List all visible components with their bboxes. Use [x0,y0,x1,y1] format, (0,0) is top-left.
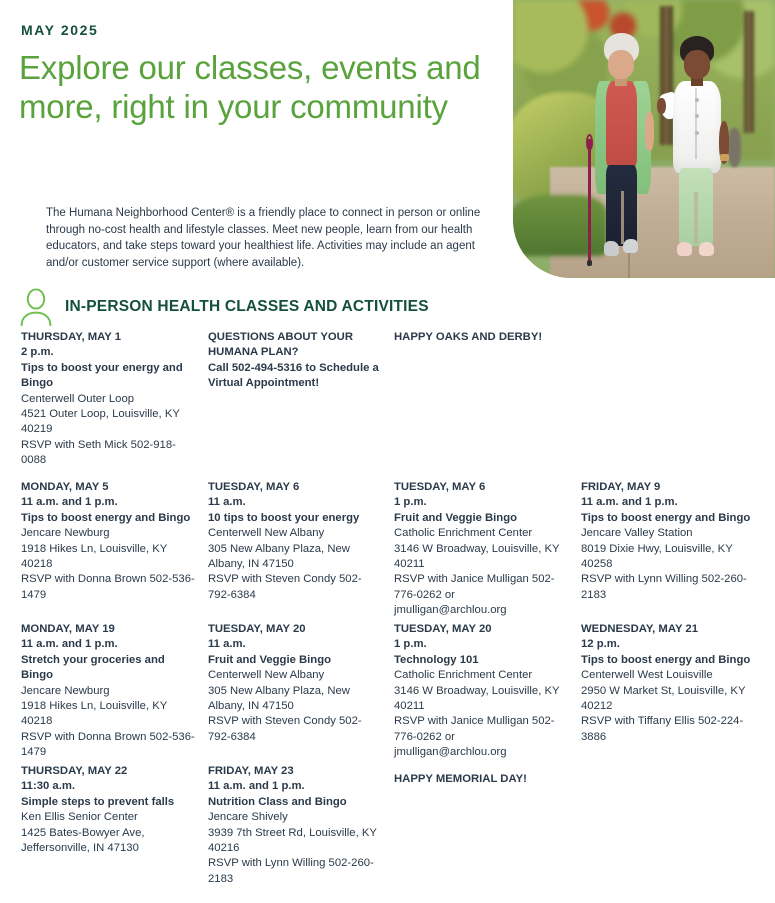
event-time: 1 p.m. [394,496,427,509]
event-card [208,480,382,603]
plan-question-note [208,330,382,392]
event-time: 11:30 a.m. [21,780,76,793]
shirt-button [695,98,699,102]
face [684,50,710,78]
note-heading: HAPPY OAKS AND DERBY! [394,331,543,343]
event-card [21,764,195,856]
cane-tip [587,260,593,266]
shoe [699,242,714,256]
event-card [581,622,755,745]
event-venue: Jencare Shively [208,811,288,824]
event-rsvp: RSVP with Steven Condy 502-792-6384 [208,573,362,601]
events-row [21,330,765,480]
event-venue: Catholic Enrichment Center [394,669,533,682]
hand [657,98,666,115]
event-address: 2950 W Market St, Louisville, KY 40212 [581,684,746,713]
section-title: IN-PERSON HEALTH CLASSES AND ACTIVITIES [65,298,429,315]
holiday-note [394,772,568,787]
event-address: 3146 W Broadway, Louisville, KY 40211 [394,542,560,571]
event-date: FRIDAY, MAY 9 [581,481,661,493]
event-venue: Catholic Enrichment Center [394,527,533,540]
event-venue: Jencare Newburg [21,527,110,540]
event-time: 11 a.m. [208,638,246,651]
person-in-white-shirt [657,36,738,272]
event-date: TUESDAY, MAY 6 [394,481,486,493]
event-title: Stretch your groceries and Bingo [21,653,165,682]
shoe [623,239,638,253]
month-kicker: MAY 2025 [21,22,99,38]
event-rsvp: RSVP with Janice Mulligan 502-776-0262 or jmulligan@archlou.org [394,715,555,759]
face [608,50,634,79]
event-address: 8019 Dixie Hwy, Louisville, KY 40258 [581,542,733,571]
event-rsvp: RSVP with Tiffany Ellis 502-224-3886 [581,715,744,743]
event-rsvp: RSVP with Seth Mick 502-918-0088 [21,438,176,467]
event-rsvp: RSVP with Steven Condy 502-792-6384 [208,715,362,743]
event-title: Tips to boost energy and Bingo [581,653,751,666]
event-date: TUESDAY, MAY 20 [208,623,306,635]
event-rsvp: RSVP with Donna Brown 502-536-1479 [21,573,195,601]
event-time: 11 a.m. and 1 p.m. [21,638,118,651]
events-grid [21,330,765,903]
event-time: 11 a.m. [208,496,246,509]
shirt-button [695,114,699,118]
event-address: 4521 Outer Loop, Louisville, KY 40219 [21,408,180,436]
event-time: 12 p.m. [581,638,620,651]
event-card [394,622,568,761]
event-title: Simple steps to prevent falls [21,795,175,808]
event-address: 3939 7th Street Rd, Louisville, KY 40216 [208,826,377,855]
event-address: 305 New Albany Plaza, New Albany, IN 47150 [208,542,350,571]
event-address: 305 New Albany Plaza, New Albany, IN 47150 [208,684,350,713]
event-venue: Centerwell Outer Loop [21,392,135,405]
event-date: TUESDAY, MAY 6 [208,481,300,493]
event-card [394,480,568,619]
event-card [21,622,195,761]
event-date: TUESDAY, MAY 20 [394,623,492,635]
event-title: 10 tips to boost your energy [208,511,360,524]
note-body: Call 502-494-5316 to Schedule a Virtual Appointment! [208,361,379,390]
leg-gap [694,192,697,244]
photo-scene [513,0,775,278]
event-date: MONDAY, MAY 5 [21,481,109,493]
section-header [19,288,429,326]
event-venue: Centerwell New Albany [208,669,325,682]
cane-handle [586,134,593,151]
event-time: 11 a.m. and 1 p.m. [208,780,305,793]
note-heading: QUESTIONS ABOUT YOUR HUMANA PLAN? [208,331,353,359]
shoe [604,241,619,255]
event-title: Tips to boost your energy and Bingo [21,361,183,390]
event-time: 11 a.m. and 1 p.m. [581,496,678,509]
event-title: Fruit and Veggie Bingo [394,511,518,524]
events-row [21,480,765,622]
person-with-cane [584,33,663,272]
page-title: Explore our classes, events and more, right in your community [19,49,481,125]
event-title: Technology 101 [394,653,479,666]
coral-shirt [606,81,637,167]
event-venue: Jencare Newburg [21,684,110,697]
event-time: 1 p.m. [394,638,427,651]
hand [645,112,654,150]
event-title: Tips to boost energy and Bingo [581,511,751,524]
event-rsvp: RSVP with Lynn Willing 502-260-2183 [581,573,747,601]
event-title: Nutrition Class and Bingo [208,795,347,808]
event-rsvp: RSVP with Donna Brown 502-536-1479 [21,730,195,759]
event-address: 1918 Hikes Ln, Louisville, KY 40218 [21,700,168,728]
event-address: 1425 Bates-Bowyer Ave, Jeffersonville, IN 47130 [21,826,145,855]
event-time: 2 p.m. [21,346,54,359]
event-rsvp: RSVP with Janice Mulligan 502-776-0262 or jmulligan@archlou.org [394,573,555,617]
holiday-note [394,330,568,345]
event-card [581,480,755,603]
event-card [21,330,195,469]
note-heading: HAPPY MEMORIAL DAY! [394,773,527,785]
shirt-button [695,131,699,135]
intro-paragraph: The Humana Neighborhood Center® is a friendly place to connect in person or online through no-cost health and lifestyle classes. Meet new people, learn from our health educators, and take steps toward your healthiest life. Activities may include an agent and/or customer service support (where available). [46,207,481,269]
person-icon [19,288,53,326]
events-row [21,764,765,903]
event-title: Fruit and Veggie Bingo [208,653,332,666]
event-card [208,622,382,745]
event-venue: Ken Ellis Senior Center [21,811,138,824]
shoe [677,242,692,256]
event-venue: Centerwell New Albany [208,527,325,540]
event-rsvp: RSVP with Lynn Willing 502-260-2183 [208,857,374,885]
event-date: MONDAY, MAY 19 [21,623,115,635]
cane-shaft [588,139,591,263]
event-time: 11 a.m. and 1 p.m. [21,496,118,509]
event-date: WEDNESDAY, MAY 21 [581,623,698,635]
event-address: 3146 W Broadway, Louisville, KY 40211 [394,684,560,713]
event-date: THURSDAY, MAY 1 [21,331,122,343]
event-card [208,764,382,887]
event-date: FRIDAY, MAY 23 [208,765,294,777]
event-title: Tips to boost energy and Bingo [21,511,191,524]
tree-trunk [744,11,754,133]
event-card [21,480,195,603]
hero-photo [513,0,775,278]
event-venue: Jencare Valley Station [581,527,693,540]
leg-gap [621,191,624,244]
events-row [21,622,765,764]
event-address: 1918 Hikes Ln, Louisville, KY 40218 [21,542,168,571]
event-date: THURSDAY, MAY 22 [21,765,128,777]
wristwatch [720,154,728,161]
event-venue: Centerwell West Louisville [581,669,713,682]
